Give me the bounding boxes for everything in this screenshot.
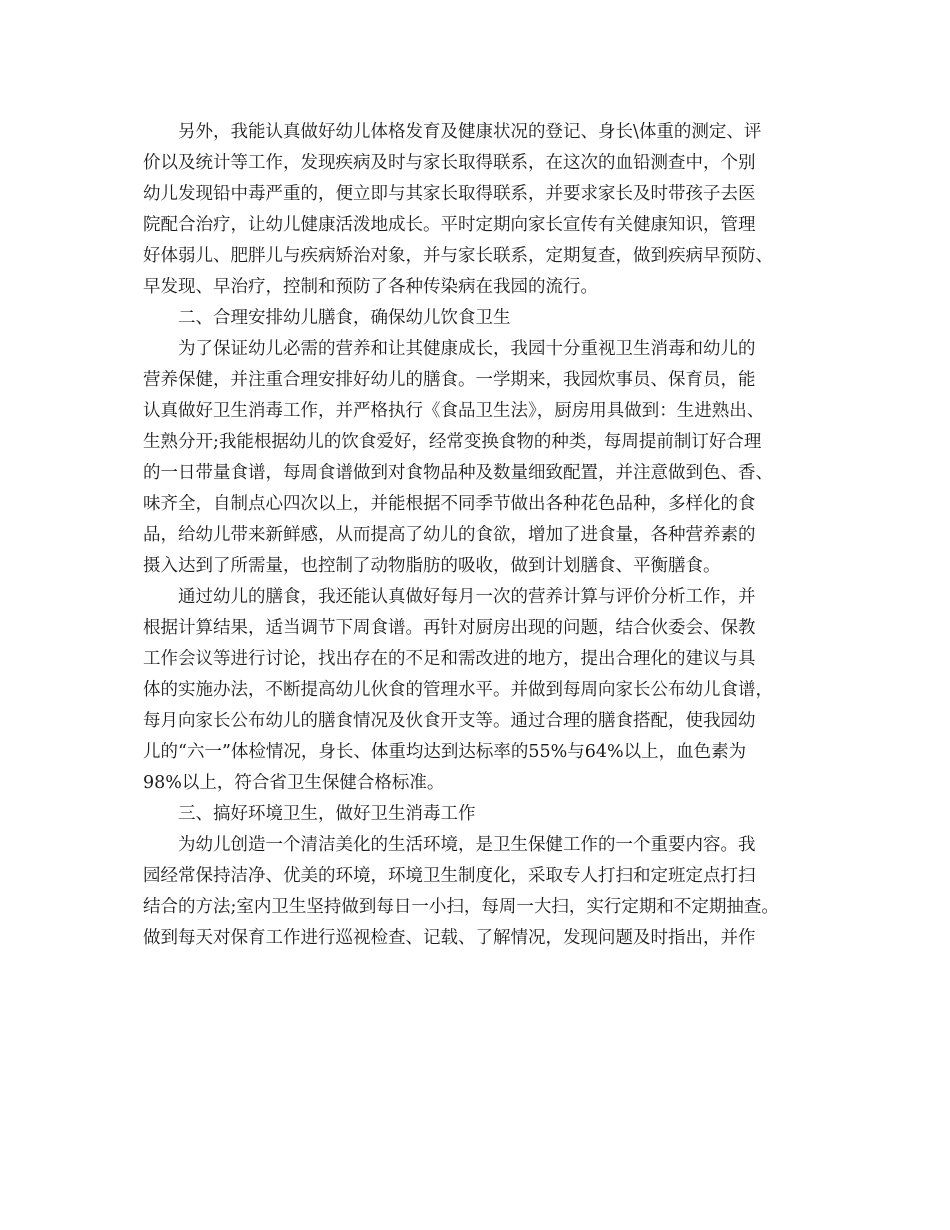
text-line: 味齐全，自制点心四次以上，并能根据不同季节做出各种花色品种，多样化的食 xyxy=(143,494,756,514)
text-line: 儿的“六一”体检情况，身长、体重均达到达标率的55%与64%以上，血色素为 xyxy=(143,742,747,762)
text-line: 早发现、早治疗，控制和预防了各种传染病在我园的流行。 xyxy=(143,277,598,297)
text-line: 做到每天对保育工作进行巡视检查、记载、了解情况，发现问题及时指出，并作 xyxy=(143,928,756,948)
text-line: 认真做好卫生消毒工作，并严格执行《食品卫生法》，厨房用具做到：生进熟出、 xyxy=(143,401,765,421)
text-line: 幼儿发现铅中毒严重的，便立即与其家长取得联系，并要求家长及时带孩子去医 xyxy=(143,184,756,204)
text-line: 每月向家长公布幼儿的膳食情况及伙食开支等。通过合理的膳食搭配，使我园幼 xyxy=(143,711,756,731)
text-line: 的一日带量食谱，每周食谱做到对食物品种及数量细致配置，并注意做到色、香、 xyxy=(143,463,773,483)
text-line: 为了保证幼儿必需的营养和让其健康成长，我园十分重视卫生消毒和幼儿的 xyxy=(178,339,756,359)
text-line: 工作会议等进行讨论，找出存在的不足和需改进的地方，提出合理化的建议与具 xyxy=(143,649,756,669)
text-line: 好体弱儿、肥胖儿与疾病矫治对象，并与家长联系，定期复查，做到疾病早预防、 xyxy=(143,246,773,266)
text-line: 98%以上，符合省卫生保健合格标准。 xyxy=(143,773,445,793)
text-line: 园经常保持洁净、优美的环境，环境卫生制度化，采取专人打扫和定班定点打扫 xyxy=(143,866,756,886)
text-line: 根据计算结果，适当调节下周食谱。再针对厨房出现的问题，结合伙委会、保教 xyxy=(143,618,756,638)
text-line: 院配合治疗，让幼儿健康活泼地成长。平时定期向家长宣传有关健康知识，管理 xyxy=(143,215,756,235)
text-line: 体的实施办法，不断提高幼儿伙食的管理水平。并做到每周向家长公布幼儿食谱， xyxy=(143,680,773,700)
text-line: 另外，我能认真做好幼儿体格发育及健康状况的登记、身长\体重的测定、评 xyxy=(178,122,762,142)
text-line: 价以及统计等工作，发现疾病及时与家长取得联系，在这次的血铅测查中，个别 xyxy=(143,153,756,173)
text-line: 营养保健，并注重合理安排好幼儿的膳食。一学期来，我园炊事员、保育员，能 xyxy=(143,370,756,390)
text-line: 品，给幼儿带来新鲜感，从而提高了幼儿的食欲，增加了进食量，各种营养素的 xyxy=(143,525,756,545)
section-heading: 二、合理安排幼儿膳食，确保幼儿饮食卫生 xyxy=(178,308,511,328)
text-line: 结合的方法;室内卫生坚持做到每日一小扫，每周一大扫，实行定期和不定期抽查。 xyxy=(143,897,779,917)
text-line: 生熟分开;我能根据幼儿的饮食爱好，经常变换食物的种类，每周提前制订好合理 xyxy=(143,432,762,452)
document-body xyxy=(143,117,843,954)
text-line: 为幼儿创造一个清洁美化的生活环境，是卫生保健工作的一个重要内容。我 xyxy=(178,835,756,855)
text-line: 通过幼儿的膳食，我还能认真做好每月一次的营养计算与评价分析工作，并 xyxy=(178,587,756,607)
section-heading: 三、搞好环境卫生，做好卫生消毒工作 xyxy=(178,804,476,824)
text-line: 摄入达到了所需量，也控制了动物脂肪的吸收，做到计划膳食、平衡膳食。 xyxy=(143,556,721,576)
